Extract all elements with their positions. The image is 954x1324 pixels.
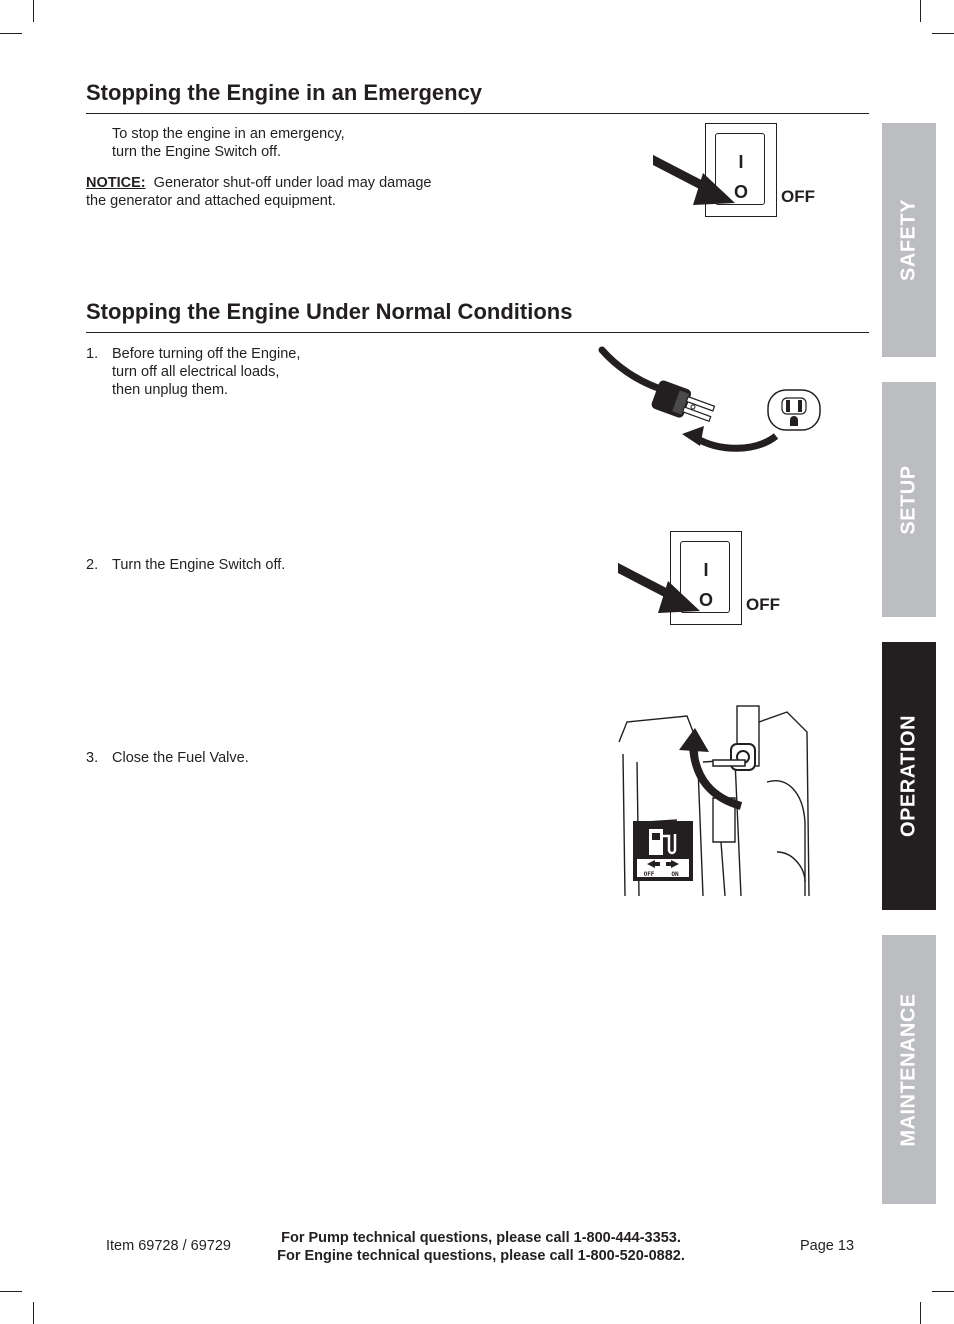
- step-number: 2.: [86, 557, 99, 573]
- emergency-intro-line1: To stop the engine in an emergency,: [112, 126, 345, 142]
- switch-off-label: OFF: [781, 187, 815, 206]
- tab-label: MAINTENANCE: [897, 992, 920, 1147]
- switch-off-label: OFF: [746, 595, 780, 614]
- fuel-valve-lever-icon: [713, 744, 755, 770]
- step-text-line: Before turning off the Engine,: [112, 346, 301, 362]
- switch-on-mark: I: [703, 560, 709, 580]
- notice-line1: Generator shut-off under load may damage: [153, 175, 432, 191]
- step-number: 1.: [86, 346, 99, 362]
- crop-mark: [920, 1302, 921, 1324]
- footer-support-info: [240, 1229, 722, 1265]
- tab-maintenance[interactable]: [882, 935, 936, 1204]
- crop-mark: [932, 1291, 954, 1292]
- tab-label: SAFETY: [897, 199, 920, 281]
- plug-icon: [650, 379, 717, 428]
- fuel-off-text: OFF: [643, 871, 655, 878]
- step-text-line: Turn the Engine Switch off.: [112, 557, 286, 573]
- step-text-line: turn off all electrical loads,: [112, 364, 280, 380]
- footer-page-number: Page 13: [800, 1238, 855, 1254]
- switch-on-mark: I: [738, 152, 744, 172]
- footer-engine-line: For Engine technical questions, please call 1-800-520-0882.: [277, 1248, 685, 1264]
- switch-off-mark: O: [733, 182, 748, 202]
- tab-operation[interactable]: [882, 642, 936, 910]
- switch-off-mark: O: [698, 590, 713, 610]
- engine-switch-figure-2: [670, 531, 780, 625]
- footer-pump-line: For Pump technical questions, please call 1-800-444-3353.: [281, 1230, 681, 1246]
- tab-safety[interactable]: [882, 123, 936, 357]
- notice-line2: the generator and attached equipment.: [86, 193, 336, 209]
- section-title-emergency: Stopping the Engine in an Emergency: [86, 80, 869, 114]
- pointer-arrow-icon: [618, 559, 708, 619]
- crop-mark: [932, 33, 954, 34]
- crop-mark: [920, 0, 921, 22]
- notice-label: NOTICE:: [86, 175, 146, 191]
- emergency-intro-line2: turn the Engine Switch off.: [112, 144, 282, 160]
- unplug-figure: [596, 344, 828, 456]
- outlet-icon: [768, 390, 820, 430]
- engine-switch-figure: [705, 123, 815, 217]
- footer-item-number: Item 69728 / 69729: [106, 1238, 231, 1254]
- fuel-label-icon: [633, 821, 693, 881]
- notice-paragraph: [86, 174, 432, 192]
- fuel-valve-figure: [617, 702, 811, 896]
- fuel-on-text: ON: [671, 871, 679, 878]
- tab-setup[interactable]: [882, 382, 936, 617]
- crop-mark: [33, 0, 34, 22]
- power-cord-icon: [602, 350, 658, 388]
- tab-label: OPERATION: [897, 715, 920, 837]
- step-number: 3.: [86, 750, 99, 766]
- step-text-line: then unplug them.: [112, 382, 229, 398]
- curved-arrow-icon: [682, 426, 776, 448]
- crop-mark: [0, 33, 22, 34]
- pointer-arrow-icon: [653, 151, 743, 211]
- section-title-normal: Stopping the Engine Under Normal Conditions: [86, 299, 869, 333]
- step-text-line: Close the Fuel Valve.: [112, 750, 249, 766]
- crop-mark: [33, 1302, 34, 1324]
- tab-label: SETUP: [897, 464, 920, 535]
- crop-mark: [0, 1291, 22, 1292]
